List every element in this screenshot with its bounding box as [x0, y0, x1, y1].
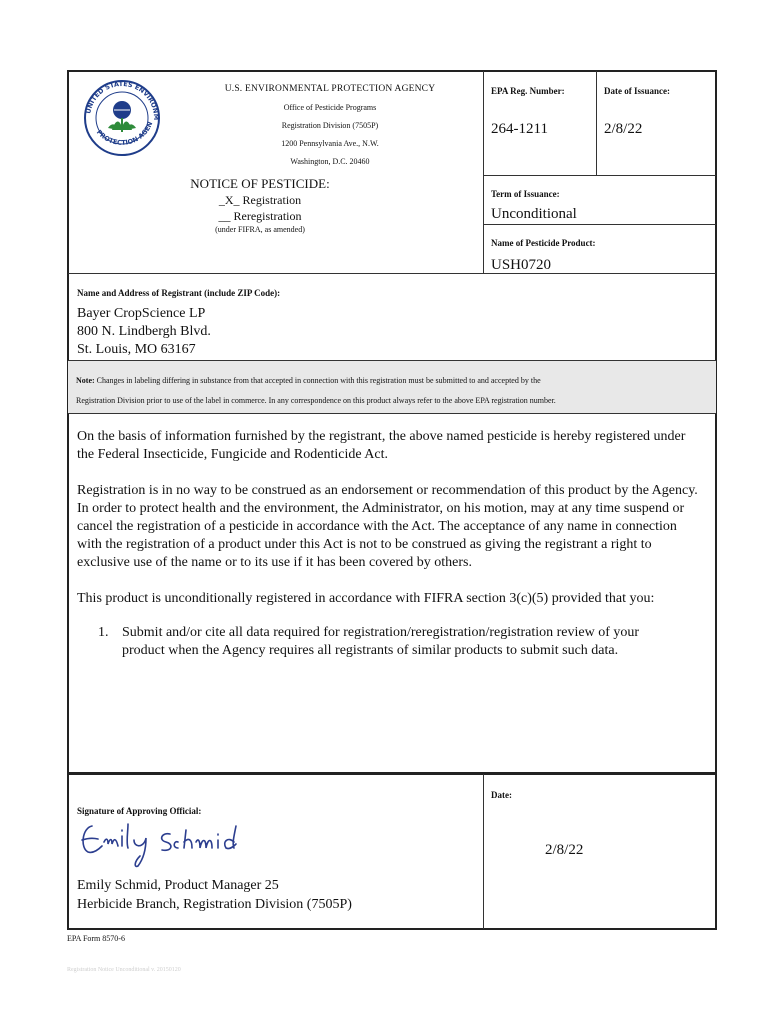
- divider: [483, 774, 484, 929]
- divider: [596, 71, 597, 175]
- body-paragraph: On the basis of information furnished by the registrant, the above named pesticide is hereby registered under the Federal Insecticide, Fungicide and Rodenticide Act.: [77, 429, 686, 462]
- registrant-line: Bayer CropScience LP: [77, 306, 206, 321]
- signer-branch: Herbicide Branch, Registration Division (7505P): [77, 897, 352, 912]
- list-text: Submit and/or cite all data required for registration/reregistration/registration review of your product when the Agency requires all registrants of similar products to submit such data.: [122, 625, 640, 658]
- body-paragraph: Registration is in no way to be construed as an endorsement or recommendation of this product by the Agency. In order to protect health and the environment, the Administrator, on his motion, may at any time suspend or cancel the registration of a pesticide in accordance with the Act. The acceptance of any name in connection with the registration of a product under this Act is not to be construed as giving the registrant a right to exclusive use of the name or to its use if it has been covered by others.: [77, 483, 698, 570]
- agency-name: U.S. ENVIRONMENTAL PROTECTION AGENCY: [224, 84, 436, 94]
- note-line: Changes in labeling differing in substance from that accepted in connection with this registration must be submitted to and accepted by the: [96, 376, 541, 385]
- divider: [483, 71, 484, 273]
- registrant-label: Name and Address of Registrant (include ZIP Code):: [77, 288, 281, 298]
- svg-text:PROTECTION AGENCY: PROTECTION AGEN: [94, 120, 155, 147]
- divider: [483, 224, 716, 225]
- date-label: Date:: [491, 790, 512, 800]
- note-line: Registration Division prior to use of the label in commerce. In any correspondence on this product always refer to the above EPA registration number.: [76, 396, 556, 405]
- product-name-label: Name of Pesticide Product:: [491, 238, 596, 248]
- term-value: Unconditional: [491, 206, 577, 222]
- svg-text:UNITED STATES ENVIRONMENTAL: UNITED STATES ENVIRONM: [84, 79, 161, 121]
- agency-city: Washington, D.C. 20460: [290, 157, 370, 166]
- agency-office: Office of Pesticide Programs: [283, 103, 377, 112]
- watermark-text: Registration Notice Unconditional v. 20150120: [67, 967, 181, 973]
- list-number: 1.: [98, 625, 109, 640]
- list-item: [98, 624, 678, 660]
- note-box: [68, 360, 716, 414]
- reg-number-value: 264-1211: [491, 121, 548, 137]
- signer-name-block: [77, 876, 352, 914]
- registrant-address: [77, 305, 211, 359]
- agency-street: 1200 Pennsylvania Ave., N.W.: [281, 139, 379, 148]
- reg-number-label: EPA Reg. Number:: [491, 86, 565, 96]
- notice-registration: _X_ Registration: [218, 193, 302, 207]
- signature-label: Signature of Approving Official:: [77, 806, 202, 816]
- term-label: Term of Issuance:: [491, 189, 560, 199]
- issuance-date-label: Date of Issuance:: [604, 86, 670, 96]
- form-number: EPA Form 8570-6: [67, 934, 125, 943]
- divider: [483, 175, 716, 176]
- agency-division: Registration Division (7505P): [281, 121, 379, 130]
- signature-date: 2/8/22: [545, 842, 584, 858]
- registrant-line: 800 N. Lindbergh Blvd.: [77, 324, 211, 339]
- notice-under: (under FIFRA, as amended): [215, 225, 305, 234]
- signature-image: [78, 818, 248, 870]
- notice-title: NOTICE OF PESTICIDE:: [190, 176, 330, 191]
- notice-reregistration: __ Reregistration: [218, 209, 302, 223]
- issuance-date-value: 2/8/22: [604, 121, 643, 137]
- registrant-line: St. Louis, MO 63167: [77, 342, 196, 357]
- product-name-value: USH0720: [491, 257, 552, 273]
- note-label: Note:: [76, 376, 95, 385]
- epa-seal-icon: [82, 78, 162, 158]
- divider: [68, 273, 716, 274]
- body-paragraph: This product is unconditionally registered in accordance with FIFRA section 3(c)(5) provided that you:: [77, 591, 655, 606]
- signer-name: Emily Schmid, Product Manager 25: [77, 878, 279, 893]
